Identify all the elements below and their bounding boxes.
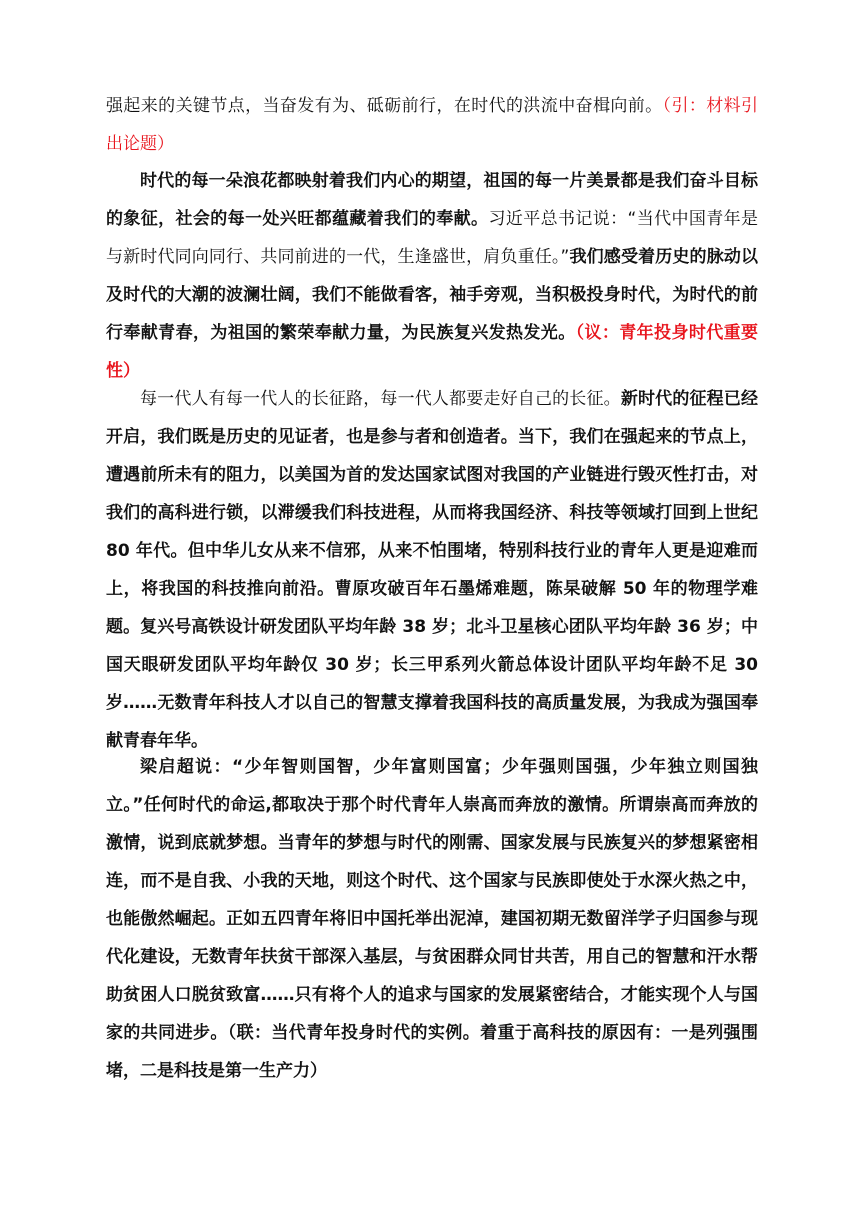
paragraph-1 [106, 87, 758, 163]
paragraph-2-opening: 时代的每一朵浪花都映射着我们内心的期望，祖国的每一片美景都是我们奋斗目标的象征，社会的每一处兴旺都蕴藏着我们的奉献。 [106, 171, 758, 229]
paragraph-2-quote: 习近平总书记说：“当代中国青年是与新时代同向同行、共同前进的一代，生逢盛世，肩负重任。” [106, 209, 758, 267]
paragraph-1-text: 强起来的关键节点，当奋发有为、砥砺前行，在时代的洪流中奋楫向前。 [106, 96, 663, 116]
paragraph-3-opening: 每一代人有每一代人的长征路，每一代人都要走好自己的长征。 [140, 389, 621, 409]
paragraph-2 [106, 162, 758, 390]
paragraph-2-argument: 我们感受着历史的脉动以及时代的大潮的波澜壮阔，我们不能做看客，袖手旁观，当积极投身时代，为时代的前行奉献青春，为祖国的繁荣奉献力量，为民族复兴发热发光。 [106, 247, 759, 343]
paragraph-3-body: 新时代的征程已经开启，我们既是历史的见证者，也是参与者和创造者。当下，我们在强起来的节点上，遭遇前所未有的阻力，以美国为首的发达国家试图对我国的产业链进行毁灭性打击，对我们的高科进行锁，以滞缓我们科技进程，从而将我国经济、科技等领域打回到上世纪 80 年代。但中华儿女从来不信邪，从来不怕围堵，特别科技行业的青年人更是迎难而上，将我国的科技推向前沿。曹原攻破百年石墨烯难题，陈杲破解 50 年的物理学难题。复兴号高铁设计研发团队平均年龄 38 岁；北斗卫星核心团队平均年龄 36 岁；中国天眼研发团队平均年龄仅 30 岁；长三甲系列火箭总体设计团队平均年龄不足 30 岁……无数青年科技人才以自己的智慧支撑着我国科技的高质量发展，为我成为强国奉献青春年华。 [106, 389, 759, 751]
paragraph-4-body: 梁启超说：“少年智则国智，少年富则国富；少年强则国强，少年独立则国独立。”任何时代的命运,都取决于那个时代青年人崇高而奔放的激情。所谓崇高而奔放的激情，说到底就梦想。当青年的梦想与时代的刚需、国家发展与民族复兴的梦想紧密相连，而不是自我、小我的天地，则这个时代、这个国家与民族即使处于水深火热之中，也能傲然崛起。正如五四青年将旧中国托举出泥淖，建国初期无数留洋学子归国参与现代化建设，无数青年扶贫干部深入基层，与贫困群众同甘共苦，用自己的智慧和汗水帮助贫困人口脱贫致富……只有将个人的追求与国家的发展紧密结合，才能实现个人与国家的共同进步。（联：当代青年投身时代的实例。着重于高科技的原因有：一是列强围堵，二是科技是第一生产力） [106, 757, 758, 1081]
annotation-argument: （议：青年投身时代重要性） [106, 323, 759, 381]
paragraph-3 [106, 380, 758, 760]
annotation-introduction: （引：材料引出论题） [106, 96, 759, 154]
paragraph-4 [106, 748, 758, 1090]
